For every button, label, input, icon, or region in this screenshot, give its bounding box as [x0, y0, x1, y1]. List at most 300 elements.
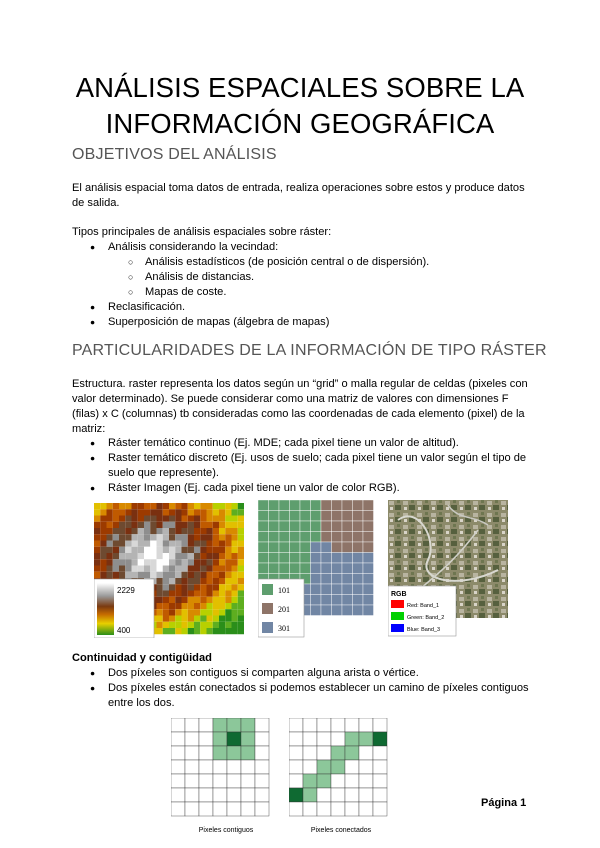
- raster-cell: [317, 774, 331, 788]
- raster-cell: [331, 746, 345, 760]
- raster-cell: [175, 509, 181, 515]
- raster-cell: [169, 547, 175, 553]
- raster-cell: [269, 511, 280, 522]
- raster-cell: [232, 566, 238, 572]
- raster-cell: [194, 547, 200, 553]
- raster-cell: [238, 584, 244, 590]
- raster-cell: [188, 566, 194, 572]
- raster-cell: [132, 566, 138, 572]
- raster-cell: [331, 760, 345, 774]
- raster-cell: [238, 616, 244, 622]
- raster-cell: [363, 584, 374, 595]
- raster-cell: [269, 521, 280, 532]
- raster-cell: [125, 541, 131, 547]
- raster-cell: [119, 559, 125, 565]
- raster-cell: [321, 511, 332, 522]
- raster-cell: [353, 500, 364, 511]
- raster-cell: [100, 572, 106, 578]
- list-item: ● Ráster Imagen (Ej. cada pixel tiene un valor de color RGB).: [90, 481, 540, 496]
- raster-cell: [317, 788, 331, 802]
- raster-cell: [169, 578, 175, 584]
- raster-cell: [311, 584, 322, 595]
- raster-cell: [144, 547, 150, 553]
- raster-cell: [345, 718, 359, 732]
- raster-cell: [150, 534, 156, 540]
- raster-cell: [113, 559, 119, 565]
- raster-cell: [175, 559, 181, 565]
- raster-cell: [232, 553, 238, 559]
- raster-cell: [255, 718, 269, 732]
- raster-cell: [182, 578, 188, 584]
- raster-cell: [213, 616, 219, 622]
- title-line-1: ANÁLISIS ESPACIALES SOBRE LA: [75, 72, 525, 103]
- raster-cell: [200, 516, 206, 522]
- class-label: 101: [278, 586, 290, 595]
- raster-cell: [342, 553, 353, 564]
- raster-cell: [321, 563, 332, 574]
- raster-cell: [188, 591, 194, 597]
- raster-cell: [107, 534, 113, 540]
- raster-cell: [238, 603, 244, 609]
- raster-cell: [157, 591, 163, 597]
- raster-cell: [157, 584, 163, 590]
- raster-cell: [100, 559, 106, 565]
- raster-cell: [182, 591, 188, 597]
- raster-cell: [213, 503, 219, 509]
- raster-cell: [132, 559, 138, 565]
- raster-cell: [207, 584, 213, 590]
- raster-cell: [238, 566, 244, 572]
- raster-cell: [279, 500, 290, 511]
- raster-cell: [353, 595, 364, 606]
- raster-cell: [113, 528, 119, 534]
- raster-cell: [207, 566, 213, 572]
- raster-cell: [100, 528, 106, 534]
- raster-cell: [169, 591, 175, 597]
- raster-cell: [332, 542, 343, 553]
- raster-cell: [188, 616, 194, 622]
- raster-cell: [207, 541, 213, 547]
- raster-cell: [199, 760, 213, 774]
- raster-cell: [303, 760, 317, 774]
- raster-cell: [194, 522, 200, 528]
- rgb-swatch: [391, 612, 404, 620]
- raster-cell: [238, 503, 244, 509]
- raster-cell: [188, 547, 194, 553]
- raster-cell: [359, 760, 373, 774]
- raster-cell: [185, 774, 199, 788]
- raster-cell: [342, 584, 353, 595]
- raster-cell: [132, 553, 138, 559]
- raster-cell: [194, 628, 200, 634]
- raster-cell: [289, 774, 303, 788]
- raster-cell: [219, 578, 225, 584]
- raster-cell: [289, 732, 303, 746]
- contiguous-grid: [171, 718, 269, 816]
- class-label: 201: [278, 605, 290, 614]
- raster-cell: [200, 522, 206, 528]
- raster-cell: [94, 534, 100, 540]
- raster-cell: [219, 572, 225, 578]
- raster-cell: [241, 746, 255, 760]
- raster-cell: [169, 622, 175, 628]
- raster-cell: [188, 541, 194, 547]
- raster-cell: [194, 578, 200, 584]
- raster-cell: [125, 559, 131, 565]
- raster-cell: [182, 553, 188, 559]
- raster-cell: [169, 541, 175, 547]
- raster-cell: [255, 746, 269, 760]
- raster-cell: [175, 578, 181, 584]
- raster-cell: [175, 572, 181, 578]
- raster-cell: [169, 553, 175, 559]
- raster-cell: [194, 591, 200, 597]
- raster-cell: [213, 547, 219, 553]
- raster-cell: [113, 509, 119, 515]
- raster-cell: [258, 532, 269, 543]
- raster-cell: [332, 584, 343, 595]
- raster-cell: [163, 559, 169, 565]
- raster-cell: [200, 584, 206, 590]
- raster-cell: [331, 774, 345, 788]
- raster-cell: [219, 503, 225, 509]
- dem-raster-figure: [94, 503, 244, 638]
- raster-cell: [279, 521, 290, 532]
- raster-cell: [238, 597, 244, 603]
- raster-cell: [150, 522, 156, 528]
- raster-cell: [200, 553, 206, 559]
- raster-cell: [194, 572, 200, 578]
- raster-cell: [213, 534, 219, 540]
- raster-cell: [238, 528, 244, 534]
- raster-cell: [321, 605, 332, 616]
- raster-cell: [163, 566, 169, 572]
- raster-cell: [200, 616, 206, 622]
- dem-legend: [94, 579, 154, 638]
- raster-cell: [119, 541, 125, 547]
- raster-cell: [225, 534, 231, 540]
- raster-cell: [219, 522, 225, 528]
- raster-cell: [107, 509, 113, 515]
- raster-cell: [94, 566, 100, 572]
- raster-cell: [200, 509, 206, 515]
- raster-cell: [219, 553, 225, 559]
- raster-cell: [175, 603, 181, 609]
- raster-cell: [125, 547, 131, 553]
- raster-cell: [213, 802, 227, 816]
- raster-cell: [238, 553, 244, 559]
- raster-cell: [175, 622, 181, 628]
- raster-cell: [157, 566, 163, 572]
- raster-cell: [150, 559, 156, 565]
- raster-cell: [182, 622, 188, 628]
- raster-cell: [321, 553, 332, 564]
- raster-cell: [185, 746, 199, 760]
- raster-cell: [219, 622, 225, 628]
- raster-cell: [132, 522, 138, 528]
- raster-cell: [238, 572, 244, 578]
- raster-cell: [175, 547, 181, 553]
- raster-cell: [125, 534, 131, 540]
- raster-cell: [132, 509, 138, 515]
- raster-cell: [219, 534, 225, 540]
- raster-cell: [182, 509, 188, 515]
- raster-cell: [225, 616, 231, 622]
- raster-cell: [258, 500, 269, 511]
- raster-cell: [132, 541, 138, 547]
- raster-cell: [345, 760, 359, 774]
- raster-cell: [194, 597, 200, 603]
- raster-cell: [232, 559, 238, 565]
- raster-cell: [241, 732, 255, 746]
- raster-cell: [100, 541, 106, 547]
- raster-cell: [373, 746, 387, 760]
- raster-cell: [207, 616, 213, 622]
- raster-cell: [363, 574, 374, 585]
- raster-cell: [119, 509, 125, 515]
- raster-cell: [213, 584, 219, 590]
- raster-cell: [200, 566, 206, 572]
- raster-cell: [113, 516, 119, 522]
- raster-cell: [169, 534, 175, 540]
- raster-cell: [219, 591, 225, 597]
- raster-cell: [125, 553, 131, 559]
- raster-cell: [353, 553, 364, 564]
- raster-cell: [171, 774, 185, 788]
- raster-cell: [207, 622, 213, 628]
- raster-cell: [331, 788, 345, 802]
- raster-cell: [200, 578, 206, 584]
- raster-cell: [113, 534, 119, 540]
- raster-cell: [194, 622, 200, 628]
- raster-cell: [163, 578, 169, 584]
- raster-cell: [225, 559, 231, 565]
- raster-cell: [232, 578, 238, 584]
- raster-cell: [144, 528, 150, 534]
- list-item: ● Dos píxeles son contiguos si comparten alguna arista o vértice.: [90, 666, 530, 681]
- raster-cell: [163, 503, 169, 509]
- raster-cell: [359, 746, 373, 760]
- raster-cell: [157, 597, 163, 603]
- raster-cell: [359, 732, 373, 746]
- raster-cell: [138, 547, 144, 553]
- raster-cell: [171, 802, 185, 816]
- raster-cell: [157, 616, 163, 622]
- raster-cell: [200, 597, 206, 603]
- raster-cell: [200, 528, 206, 534]
- connected-grid: [289, 718, 387, 816]
- raster-cell: [94, 553, 100, 559]
- raster-cell: [219, 509, 225, 515]
- raster-cell: [342, 605, 353, 616]
- rgb-image-figure: [388, 500, 510, 640]
- raster-cell: [363, 605, 374, 616]
- raster-cell: [225, 572, 231, 578]
- raster-cell: [232, 584, 238, 590]
- raster-cell: [125, 522, 131, 528]
- raster-cell: [171, 732, 185, 746]
- raster-cell: [100, 516, 106, 522]
- raster-cell: [255, 732, 269, 746]
- raster-cell: [107, 541, 113, 547]
- raster-cell: [182, 534, 188, 540]
- raster-cell: [300, 521, 311, 532]
- raster-cell: [175, 528, 181, 534]
- raster-cell: [232, 541, 238, 547]
- raster-cell: [188, 528, 194, 534]
- raster-cell: [359, 802, 373, 816]
- raster-cell: [373, 732, 387, 746]
- raster-cell: [185, 732, 199, 746]
- raster-cell: [289, 760, 303, 774]
- raster-cell: [144, 534, 150, 540]
- raster-cell: [150, 553, 156, 559]
- raster-cell: [311, 605, 322, 616]
- raster-cell: [157, 516, 163, 522]
- raster-cell: [138, 528, 144, 534]
- raster-cell: [207, 597, 213, 603]
- raster-cell: [188, 516, 194, 522]
- raster-cell: [232, 509, 238, 515]
- raster-cell: [100, 566, 106, 572]
- raster-cell: [188, 584, 194, 590]
- raster-cell: [150, 503, 156, 509]
- raster-cell: [321, 500, 332, 511]
- raster-cell: [132, 503, 138, 509]
- raster-cell: [213, 591, 219, 597]
- raster-cell: [163, 603, 169, 609]
- raster-cell: [150, 547, 156, 553]
- raster-cell: [188, 559, 194, 565]
- raster-cell: [163, 534, 169, 540]
- raster-cell: [232, 591, 238, 597]
- heading-continuidad: Continuidad y contigüidad: [72, 652, 212, 664]
- raster-cell: [132, 547, 138, 553]
- raster-cell: [219, 559, 225, 565]
- raster-cell: [188, 572, 194, 578]
- raster-cell: [213, 528, 219, 534]
- list-item: ● Análisis considerando la vecindad: ○ Análisis estadísticos (de posición central o de dispersión). ○ Análisis de distancias. ○ Mapas de coste.: [90, 240, 429, 300]
- raster-cell: [169, 516, 175, 522]
- raster-cell: [219, 628, 225, 634]
- raster-cell: [94, 547, 100, 553]
- raster-cell: [182, 616, 188, 622]
- raster-cell: [227, 788, 241, 802]
- raster-cell: [125, 516, 131, 522]
- raster-cell: [182, 572, 188, 578]
- raster-cell: [225, 503, 231, 509]
- raster-cell: [363, 500, 374, 511]
- raster-cell: [107, 503, 113, 509]
- raster-cell: [138, 572, 144, 578]
- raster-cell: [311, 542, 322, 553]
- raster-cell: [219, 541, 225, 547]
- list-intro: Tipos principales de análisis espaciales sobre ráster:: [72, 226, 332, 238]
- list-item: ○ Análisis estadísticos (de posición central o de dispersión).: [128, 255, 429, 270]
- raster-cell: [332, 595, 343, 606]
- raster-cell: [175, 591, 181, 597]
- raster-cell: [207, 553, 213, 559]
- raster-cell: [207, 572, 213, 578]
- raster-cell: [279, 542, 290, 553]
- raster-cell: [353, 532, 364, 543]
- raster-cell: [157, 603, 163, 609]
- raster-cell: [185, 802, 199, 816]
- raster-cell: [144, 503, 150, 509]
- raster-cell: [157, 578, 163, 584]
- raster-cell: [200, 547, 206, 553]
- raster-cell: [163, 616, 169, 622]
- raster-cell: [232, 516, 238, 522]
- class-label: 301: [278, 624, 290, 633]
- raster-cell: [225, 609, 231, 615]
- raster-cell: [219, 616, 225, 622]
- raster-cell: [213, 774, 227, 788]
- raster-cell: [289, 718, 303, 732]
- raster-cell: [113, 503, 119, 509]
- raster-cell: [321, 521, 332, 532]
- raster-cell: [100, 534, 106, 540]
- raster-cell: [269, 542, 280, 553]
- raster-cell: [194, 559, 200, 565]
- raster-cell: [188, 603, 194, 609]
- raster-cell: [269, 563, 280, 574]
- raster-cell: [182, 603, 188, 609]
- raster-cell: [238, 534, 244, 540]
- raster-cell: [359, 788, 373, 802]
- raster-cell: [200, 559, 206, 565]
- raster-cell: [363, 542, 374, 553]
- raster-cell: [332, 605, 343, 616]
- raster-cell: [290, 521, 301, 532]
- raster-cell: [269, 553, 280, 564]
- raster-cell: [353, 511, 364, 522]
- raster-cell: [225, 528, 231, 534]
- raster-cell: [255, 788, 269, 802]
- raster-cell: [138, 503, 144, 509]
- raster-cell: [163, 609, 169, 615]
- raster-cell: [138, 509, 144, 515]
- raster-cell: [345, 732, 359, 746]
- raster-cell: [119, 553, 125, 559]
- raster-cell: [353, 605, 364, 616]
- raster-cell: [303, 802, 317, 816]
- raster-cell: [182, 541, 188, 547]
- raster-cell: [169, 528, 175, 534]
- raster-cell: [175, 503, 181, 509]
- raster-cell: [185, 788, 199, 802]
- raster-cell: [150, 566, 156, 572]
- raster-cell: [113, 572, 119, 578]
- raster-cell: [227, 774, 241, 788]
- raster-cell: [175, 522, 181, 528]
- raster-cell: [182, 597, 188, 603]
- raster-cell: [317, 732, 331, 746]
- raster-cell: [213, 566, 219, 572]
- raster-cell: [232, 628, 238, 634]
- raster-cell: [219, 547, 225, 553]
- raster-cell: [342, 511, 353, 522]
- list-item: ● Ráster temático continuo (Ej. MDE; cada pixel tiene un valor de altitud).: [90, 436, 540, 451]
- raster-cell: [213, 746, 227, 760]
- rgb-legend-title: RGB: [391, 591, 407, 598]
- raster-cell: [232, 528, 238, 534]
- raster-cell: [157, 547, 163, 553]
- raster-cell: [213, 609, 219, 615]
- raster-cell: [345, 802, 359, 816]
- raster-cell: [171, 788, 185, 802]
- heading-particularidades: PARTICULARIDADES DE LA INFORMACIÓN DE TIPO RÁSTER: [72, 342, 547, 359]
